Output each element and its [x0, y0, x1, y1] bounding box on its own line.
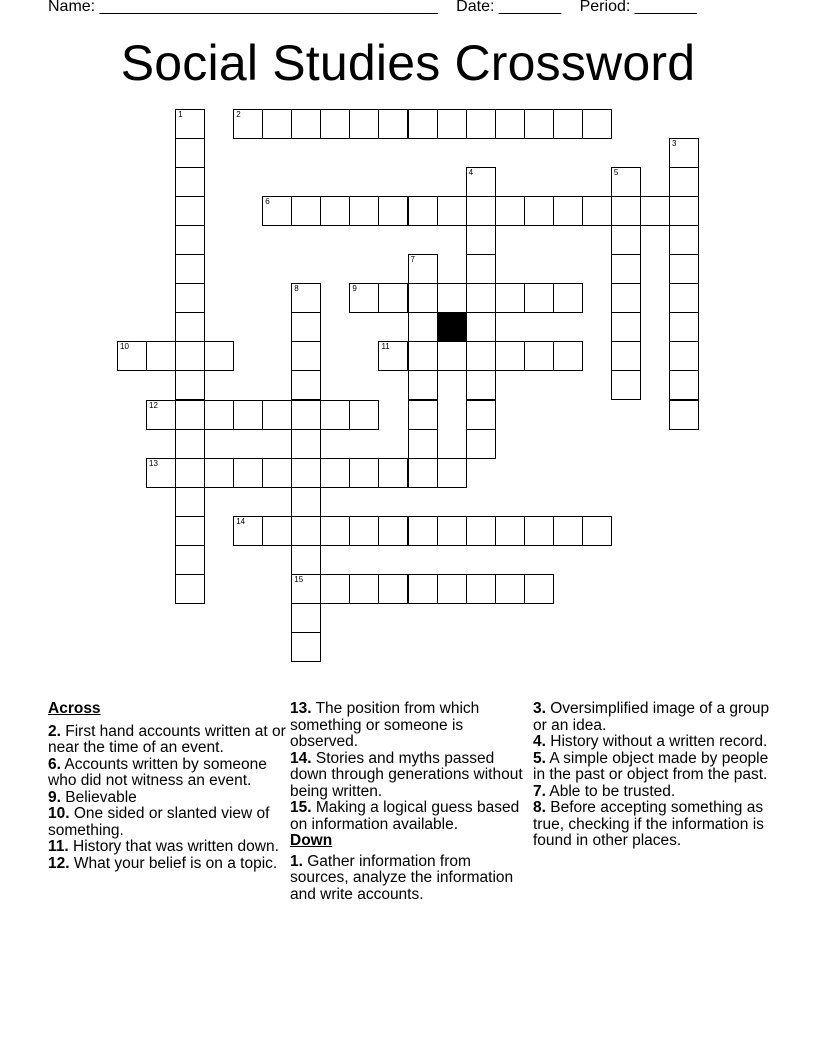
grid-cell[interactable] — [582, 196, 612, 226]
clue-down-4 — [533, 734, 773, 751]
across-heading: Across — [48, 700, 101, 717]
clue-text: First hand accounts written at or near the time of an event. — [48, 722, 286, 756]
grid-cell[interactable] — [291, 458, 321, 488]
grid-cell[interactable] — [466, 370, 496, 400]
grid-cell[interactable] — [320, 400, 350, 430]
grid-cell[interactable] — [233, 400, 263, 430]
grid-cell[interactable] — [495, 574, 525, 604]
clue-number: 9. — [48, 788, 61, 806]
grid-cell[interactable] — [669, 196, 699, 226]
page-title: Social Studies Crossword — [120, 35, 696, 91]
grid-cell[interactable] — [611, 167, 641, 197]
grid-cell[interactable] — [553, 109, 583, 139]
grid-cell[interactable] — [553, 283, 583, 313]
period-field[interactable]: Period: _______ — [579, 0, 698, 15]
clue-number: 14. — [290, 749, 312, 767]
grid-cell[interactable] — [669, 254, 699, 284]
grid-cell[interactable] — [175, 458, 205, 488]
grid-cell[interactable] — [669, 283, 699, 313]
grid-cell[interactable] — [669, 341, 699, 371]
grid-cell[interactable] — [262, 516, 292, 546]
date-field[interactable]: Date: _______ — [456, 0, 562, 15]
grid-cell[interactable] — [204, 341, 234, 371]
grid-cell[interactable] — [466, 254, 496, 284]
clue-down-7 — [533, 784, 773, 801]
clue-column-1 — [48, 701, 288, 872]
grid-cell[interactable] — [233, 458, 263, 488]
grid-cell[interactable] — [175, 196, 205, 226]
grid-cell[interactable] — [524, 516, 554, 546]
grid-cell[interactable] — [524, 109, 554, 139]
clue-number: 5. — [533, 749, 546, 767]
clue-number: 15. — [290, 799, 312, 816]
grid-cell[interactable] — [408, 109, 438, 139]
grid-cell[interactable] — [669, 225, 699, 255]
clue-text: Oversimplified image of a group or an idea. — [533, 700, 770, 734]
grid-cell[interactable] — [611, 312, 641, 342]
grid-cell[interactable] — [611, 370, 641, 400]
grid-cell[interactable] — [175, 254, 205, 284]
grid-cell[interactable] — [175, 487, 205, 517]
grid-cell[interactable] — [611, 196, 641, 226]
grid-cell[interactable] — [349, 574, 379, 604]
grid-cell[interactable] — [378, 283, 408, 313]
clue-number: 1. — [290, 852, 303, 870]
grid-cell[interactable] — [466, 109, 496, 139]
clue-text: History that was written down. — [73, 838, 279, 855]
clue-number-label: 4 — [468, 168, 474, 178]
grid-cell[interactable] — [669, 400, 699, 430]
clue-across-15 — [290, 800, 525, 833]
grid-cell[interactable] — [408, 341, 438, 371]
grid-cell[interactable] — [524, 196, 554, 226]
clue-text: History without a written record. — [550, 733, 768, 750]
grid-cell[interactable] — [378, 458, 408, 488]
clue-number: 3. — [533, 700, 546, 717]
grid-cell[interactable] — [408, 429, 438, 459]
clue-number-label: 8 — [294, 284, 299, 294]
clue-across-9 — [48, 790, 288, 807]
grid-cell[interactable] — [611, 225, 641, 255]
grid-cell[interactable] — [291, 632, 321, 662]
grid-cell[interactable] — [466, 574, 496, 604]
grid-cell[interactable] — [175, 341, 205, 371]
grid-cell[interactable] — [553, 196, 583, 226]
grid-cell[interactable] — [553, 516, 583, 546]
grid-cell[interactable] — [466, 312, 496, 342]
grid-cell[interactable] — [495, 283, 525, 313]
grid-cell[interactable] — [437, 196, 467, 226]
grid-cell[interactable] — [437, 109, 467, 139]
grid-cell[interactable] — [175, 429, 205, 459]
grid-cell[interactable] — [466, 400, 496, 430]
grid-cell[interactable] — [320, 458, 350, 488]
grid-cell[interactable] — [408, 370, 438, 400]
clue-across-2 — [48, 724, 288, 757]
clue-number: 13. — [290, 700, 312, 717]
clue-text: Able to be trusted. — [549, 782, 676, 800]
clue-text: Believable — [65, 788, 137, 806]
clue-down-3 — [533, 701, 773, 734]
grid-cell[interactable] — [611, 254, 641, 284]
grid-cell[interactable] — [437, 516, 467, 546]
grid-cell[interactable] — [175, 400, 205, 430]
grid-cell[interactable] — [669, 370, 699, 400]
grid-cell[interactable] — [291, 370, 321, 400]
grid-cell[interactable] — [233, 109, 263, 139]
grid-cell[interactable] — [495, 196, 525, 226]
down-heading: Down — [290, 832, 333, 849]
grid-cell[interactable] — [466, 167, 496, 197]
clue-across-14 — [290, 751, 525, 801]
grid-cell[interactable] — [611, 341, 641, 371]
clue-text: Making a logical guess based on information available. — [290, 799, 520, 833]
grid-cell[interactable] — [262, 109, 292, 139]
grid-cell[interactable] — [669, 312, 699, 342]
clue-number-label: 5 — [613, 168, 619, 178]
clue-number-label: 14 — [236, 516, 246, 526]
clue-number-label: 11 — [381, 342, 390, 352]
name-field[interactable]: Name: ______________________________________ — [48, 0, 438, 15]
grid-cell[interactable] — [291, 312, 321, 342]
grid-cell[interactable] — [408, 574, 438, 604]
grid-cell[interactable] — [466, 196, 496, 226]
clue-text: A simple object made by people in the past or object from the past. — [533, 749, 769, 783]
clue-number: 8. — [533, 799, 546, 816]
grid-cell[interactable] — [408, 283, 438, 313]
grid-cell[interactable] — [466, 429, 496, 459]
grid-cell[interactable] — [320, 109, 350, 139]
grid-cell[interactable] — [175, 225, 205, 255]
grid-cell[interactable] — [291, 487, 321, 517]
clue-number: 11. — [48, 838, 69, 855]
clue-across-12 — [48, 856, 288, 873]
clue-number: 6. — [48, 755, 61, 773]
clue-text: Before accepting something as true, checking if the information is found in other places. — [533, 799, 764, 849]
grid-cell[interactable] — [349, 283, 379, 313]
grid-cell[interactable] — [320, 516, 350, 546]
clue-number-label: 9 — [352, 284, 357, 294]
grid-cell[interactable] — [262, 458, 292, 488]
grid-cell[interactable] — [582, 109, 612, 139]
grid-cell[interactable] — [146, 458, 176, 488]
grid-cell[interactable] — [437, 574, 467, 604]
grid-cell[interactable] — [524, 283, 554, 313]
black-cell — [437, 312, 467, 342]
grid-cell[interactable] — [291, 516, 321, 546]
grid-cell[interactable] — [204, 400, 234, 430]
grid-cell[interactable] — [495, 516, 525, 546]
clue-column-2 — [290, 701, 525, 903]
clue-text: Stories and myths passed down through generations without being written. — [290, 749, 523, 800]
clue-number-label: 1 — [178, 110, 183, 119]
grid-cell[interactable] — [669, 138, 699, 168]
grid-cell[interactable] — [146, 400, 176, 430]
grid-cell[interactable] — [175, 138, 205, 168]
grid-cell[interactable] — [291, 283, 321, 313]
clue-text: Accounts written by someone who did not witness an event. — [48, 755, 267, 789]
grid-cell[interactable] — [175, 167, 205, 197]
grid-cell[interactable] — [291, 574, 321, 604]
grid-cell[interactable] — [204, 458, 234, 488]
clue-number: 4. — [533, 733, 546, 750]
grid-cell[interactable] — [408, 196, 438, 226]
grid-cell[interactable] — [553, 341, 583, 371]
grid-cell[interactable] — [466, 225, 496, 255]
grid-cell[interactable] — [669, 167, 699, 197]
grid-cell[interactable] — [320, 574, 350, 604]
clue-number-label: 3 — [671, 139, 677, 149]
grid-cell[interactable] — [408, 312, 438, 342]
clue-number: 10. — [48, 805, 70, 822]
grid-cell[interactable] — [175, 109, 205, 139]
clue-across-6 — [48, 757, 288, 790]
clue-across-11 — [48, 839, 288, 856]
clue-column-3 — [533, 701, 773, 850]
grid-cell[interactable] — [408, 458, 438, 488]
grid-cell[interactable] — [524, 574, 554, 604]
clue-text: One sided or slanted view of something. — [48, 805, 270, 839]
grid-cell[interactable] — [117, 341, 147, 371]
grid-cell[interactable] — [611, 283, 641, 313]
clue-text: Gather information from sources, analyze the information and write accounts. — [290, 852, 514, 903]
grid-cell[interactable] — [349, 109, 379, 139]
clue-across-13 — [290, 701, 525, 751]
clue-number-label: 12 — [149, 400, 158, 410]
clue-number-label: 10 — [120, 342, 129, 352]
grid-cell[interactable] — [378, 196, 408, 226]
grid-cell[interactable] — [349, 196, 379, 226]
grid-cell[interactable] — [437, 283, 467, 313]
grid-cell[interactable] — [233, 516, 263, 546]
clue-number-label: 2 — [236, 110, 241, 119]
clue-number-label: 7 — [410, 255, 415, 265]
grid-cell[interactable] — [175, 370, 205, 400]
grid-cell[interactable] — [408, 254, 438, 284]
grid-cell[interactable] — [378, 341, 408, 371]
clue-number-label: 6 — [265, 197, 270, 207]
grid-cell[interactable] — [437, 341, 467, 371]
grid-cell[interactable] — [640, 196, 670, 226]
grid-cell[interactable] — [378, 109, 408, 139]
grid-cell[interactable] — [175, 574, 205, 604]
grid-cell[interactable] — [146, 341, 176, 371]
grid-cell[interactable] — [175, 545, 205, 575]
grid-cell[interactable] — [466, 341, 496, 371]
clue-number-label: 13 — [149, 458, 158, 468]
clue-number-label: 15 — [294, 574, 304, 584]
clue-across-10 — [48, 806, 288, 839]
grid-cell[interactable] — [495, 341, 525, 371]
grid-cell[interactable] — [408, 516, 438, 546]
grid-cell[interactable] — [437, 458, 467, 488]
clue-number: 7. — [533, 782, 546, 800]
grid-cell[interactable] — [291, 341, 321, 371]
grid-cell[interactable] — [524, 341, 554, 371]
grid-cell[interactable] — [262, 196, 292, 226]
grid-cell[interactable] — [262, 400, 292, 430]
grid-cell[interactable] — [291, 109, 321, 139]
grid-cell[interactable] — [378, 574, 408, 604]
grid-cell[interactable] — [291, 545, 321, 575]
clue-text: The position from which something or someone is observed. — [290, 700, 480, 750]
grid-cell[interactable] — [408, 400, 438, 430]
grid-cell[interactable] — [349, 400, 379, 430]
grid-cell[interactable] — [291, 400, 321, 430]
grid-cell[interactable] — [175, 516, 205, 546]
grid-cell[interactable] — [320, 196, 350, 226]
grid-cell[interactable] — [291, 603, 321, 633]
clue-number: 2. — [48, 722, 61, 740]
grid-cell[interactable] — [582, 516, 612, 546]
clue-text: What your belief is on a topic. — [73, 854, 278, 872]
grid-cell[interactable] — [291, 429, 321, 459]
grid-cell[interactable] — [466, 283, 496, 313]
grid-cell[interactable] — [175, 283, 205, 313]
clue-down-5 — [533, 751, 773, 784]
clue-number: 12. — [48, 854, 70, 872]
grid-cell[interactable] — [466, 516, 496, 546]
grid-cell[interactable] — [495, 109, 525, 139]
grid-cell[interactable] — [349, 516, 379, 546]
clue-down-1 — [290, 854, 525, 904]
clue-down-8 — [533, 800, 773, 850]
grid-cell[interactable] — [349, 458, 379, 488]
grid-cell[interactable] — [378, 516, 408, 546]
grid-cell[interactable] — [175, 312, 205, 342]
grid-cell[interactable] — [291, 196, 321, 226]
